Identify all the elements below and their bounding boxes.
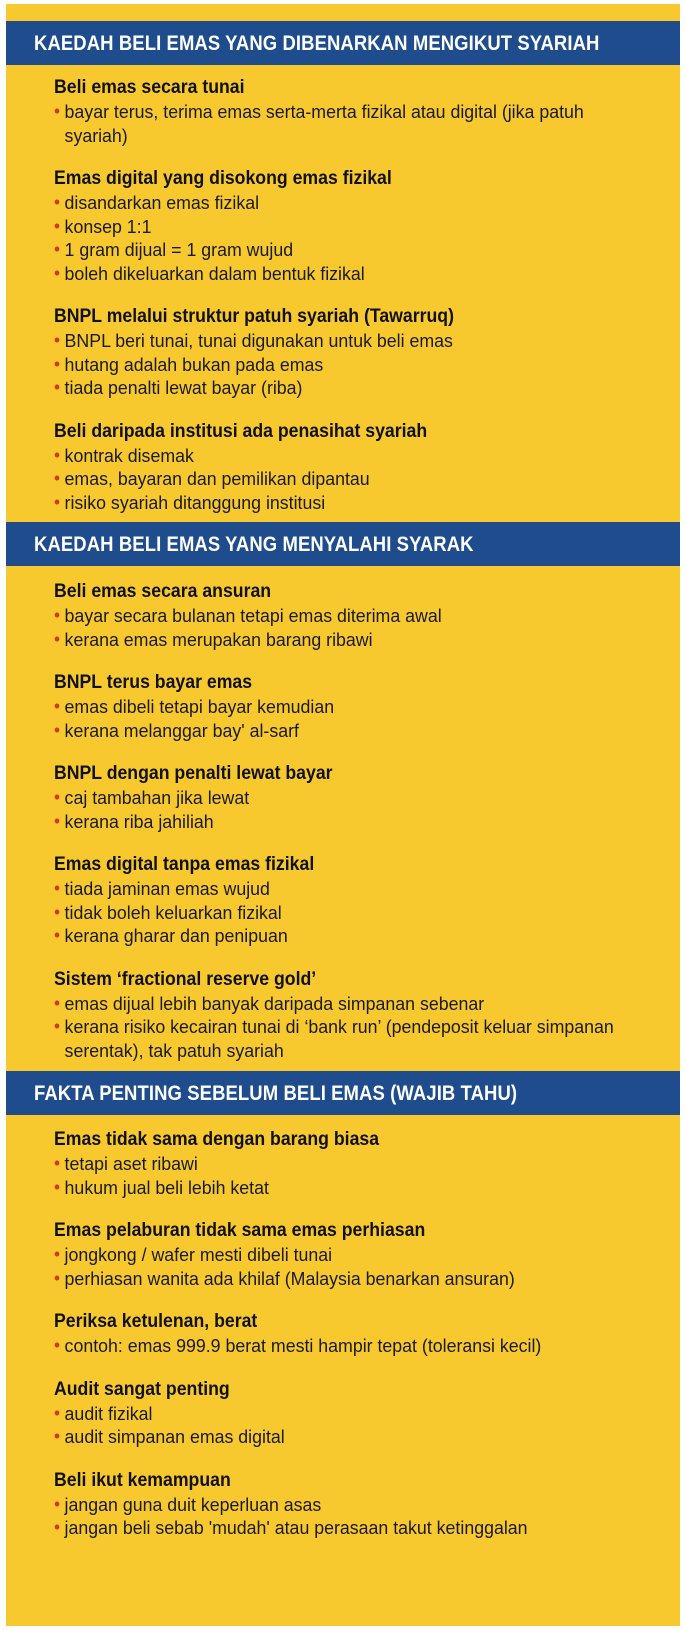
- list-item: [54, 1493, 630, 1517]
- list-item: [54, 215, 630, 239]
- section-body-prohibited: [54, 580, 654, 1062]
- list-item: [54, 810, 630, 834]
- item-text: tidak boleh keluarkan fizikal: [64, 901, 282, 923]
- list-item: [54, 467, 630, 491]
- item-text: jangan guna duit keperluan asas: [64, 1493, 322, 1515]
- bullet-icon: •: [54, 1426, 61, 1446]
- item-text: emas dibeli tetapi bayar kemudian: [64, 696, 335, 717]
- group-institution: [54, 420, 654, 515]
- list-item: [54, 877, 630, 901]
- bullet-icon: •: [54, 1517, 61, 1537]
- section-body-permitted: [54, 76, 654, 514]
- section-body-facts: [54, 1128, 654, 1540]
- item-text: kerana riba jahiliah: [64, 810, 214, 832]
- item-text: 1 gram dijual = 1 gram wujud: [64, 239, 294, 260]
- section-title: FAKTA PENTING SEBELUM BELI EMAS (WAJIB TAHU): [34, 1080, 518, 1105]
- item-text: hukum jual beli lebih ketat: [64, 1176, 269, 1198]
- group-title: Sistem ‘fractional reserve gold’: [54, 968, 317, 990]
- group-title: BNPL melalui struktur patuh syariah (Tawarruq): [54, 306, 454, 327]
- bullet-icon: •: [54, 101, 61, 121]
- bullet-icon: •: [54, 215, 61, 236]
- item-text: BNPL beri tunai, tunai digunakan untuk beli emas: [64, 330, 453, 351]
- list-item: [54, 1176, 630, 1200]
- list-item: [54, 376, 630, 400]
- group-bnpl-tawarruq: [54, 305, 654, 400]
- item-text: boleh dikeluarkan dalam bentuk fizikal: [64, 262, 365, 284]
- bullet-icon: •: [54, 1402, 61, 1423]
- list-item: [54, 628, 630, 652]
- list-item: [54, 1243, 630, 1267]
- bullet-icon: •: [54, 719, 61, 740]
- item-text: bayar secara bulanan tetapi emas diterima awal: [64, 605, 442, 626]
- group-title: Beli emas secara ansuran: [54, 581, 272, 602]
- section-title: KAEDAH BELI EMAS YANG MENYALAHI SYARAK: [34, 531, 474, 556]
- list-item: [54, 992, 630, 1016]
- group-title: Emas digital tanpa emas fizikal: [54, 854, 315, 875]
- bullet-icon: •: [54, 901, 61, 922]
- section-title: KAEDAH BELI EMAS YANG DIBENARKAN MENGIKUT SYARIAH: [34, 30, 600, 55]
- group-title: Beli emas secara tunai: [54, 77, 245, 98]
- group-not-ordinary: [54, 1128, 654, 1199]
- item-text: jangan beli sebab 'mudah' atau perasaan takut ketinggalan: [64, 1517, 528, 1538]
- group-title: Periksa ketulenan, berat: [54, 1311, 258, 1332]
- item-text: disandarkan emas fizikal: [64, 192, 260, 213]
- bullet-icon: •: [54, 787, 61, 807]
- list-item: [54, 1267, 630, 1291]
- group-installment: [54, 580, 654, 651]
- bullet-icon: •: [54, 330, 61, 350]
- group-digital-no-physical: [54, 853, 654, 948]
- group-digital-backed: [54, 167, 654, 285]
- bullet-icon: •: [54, 925, 61, 945]
- group-bnpl-penalty: [54, 762, 654, 833]
- item-text: audit simpanan emas digital: [64, 1426, 285, 1447]
- bullet-icon: •: [54, 1153, 61, 1173]
- list-item: [54, 786, 630, 810]
- item-text: jongkong / wafer mesti dibeli tunai: [64, 1244, 333, 1265]
- item-text: audit fizikal: [64, 1402, 153, 1424]
- bullet-icon: •: [54, 1335, 61, 1355]
- group-investment-vs-jewelry: [54, 1219, 654, 1290]
- group-title: Beli daripada institusi ada penasihat syariah: [54, 420, 428, 442]
- group-audit: [54, 1378, 654, 1449]
- bullet-icon: •: [54, 696, 61, 716]
- list-item: [54, 329, 630, 353]
- item-text: kerana emas merupakan barang ribawi: [64, 628, 373, 650]
- bullet-icon: •: [54, 605, 61, 625]
- item-text: kerana risiko kecairan tunai di ‘bank run’ (pendeposit keluar simpanan serentak), tak patuh syariah: [64, 1016, 614, 1061]
- group-affordability: [54, 1469, 654, 1540]
- list-item: [54, 1015, 630, 1062]
- group-title: Beli ikut kemampuan: [54, 1469, 231, 1491]
- item-text: tiada penalti lewat bayar (riba): [64, 377, 303, 398]
- bullet-icon: •: [54, 239, 61, 259]
- bullet-icon: •: [54, 1244, 61, 1264]
- list-item: [54, 100, 630, 147]
- item-text: hutang adalah bukan pada emas: [64, 353, 324, 375]
- item-text: tiada jaminan emas wujud: [64, 878, 270, 899]
- bullet-icon: •: [54, 262, 61, 283]
- item-text: perhiasan wanita ada khilaf (Malaysia benarkan ansuran): [64, 1267, 515, 1289]
- list-item: [54, 262, 630, 286]
- list-item: [54, 695, 630, 719]
- list-item: [54, 1402, 630, 1426]
- item-text: contoh: emas 999.9 berat mesti hampir tepat (toleransi kecil): [64, 1335, 542, 1356]
- bullet-icon: •: [54, 444, 61, 465]
- item-text: caj tambahan jika lewat: [64, 787, 250, 808]
- bullet-icon: •: [54, 878, 61, 898]
- list-item: [54, 1425, 630, 1449]
- item-text: tetapi aset ribawi: [64, 1153, 198, 1174]
- list-item: [54, 491, 630, 515]
- bullet-icon: •: [54, 491, 61, 512]
- item-text: emas dijual lebih banyak daripada simpanan sebenar: [64, 992, 485, 1014]
- item-text: kerana melanggar bay' al-sarf: [64, 719, 299, 741]
- bullet-icon: •: [54, 377, 61, 397]
- group-title: Emas tidak sama dengan barang biasa: [54, 1129, 380, 1150]
- bullet-icon: •: [54, 192, 61, 212]
- group-check-purity: [54, 1310, 654, 1358]
- group-title: Emas pelaburan tidak sama emas perhiasan: [54, 1220, 426, 1241]
- list-item: [54, 719, 630, 743]
- bullet-icon: •: [54, 628, 61, 649]
- bullet-icon: •: [54, 1493, 61, 1514]
- bullet-icon: •: [54, 468, 61, 488]
- group-fractional-reserve: [54, 968, 654, 1063]
- list-item: [54, 191, 630, 215]
- list-item: [54, 444, 630, 468]
- item-text: risiko syariah ditanggung institusi: [64, 491, 326, 513]
- bullet-icon: •: [54, 992, 61, 1013]
- list-item: [54, 901, 630, 925]
- group-title: Emas digital yang disokong emas fizikal: [54, 168, 392, 189]
- list-item: [54, 353, 630, 377]
- list-item: [54, 924, 630, 948]
- item-text: bayar terus, terima emas serta-merta fizikal atau digital (jika patuh syariah): [64, 101, 584, 146]
- list-item: [54, 1334, 630, 1358]
- item-text: kontrak disemak: [64, 444, 194, 466]
- list-item: [54, 238, 630, 262]
- bullet-icon: •: [54, 1267, 61, 1288]
- bullet-icon: •: [54, 1176, 61, 1197]
- group-title: Audit sangat penting: [54, 1378, 230, 1400]
- item-text: emas, bayaran dan pemilikan dipantau: [64, 468, 370, 489]
- item-text: kerana gharar dan penipuan: [64, 925, 288, 946]
- section-header-prohibited: [6, 522, 680, 566]
- section-header-permitted: [6, 21, 680, 65]
- list-item: [54, 1152, 630, 1176]
- group-bnpl-direct: [54, 671, 654, 742]
- item-text: konsep 1:1: [64, 215, 152, 237]
- group-cash-purchase: [54, 76, 654, 147]
- bullet-icon: •: [54, 1016, 61, 1036]
- group-title: BNPL dengan penalti lewat bayar: [54, 763, 333, 784]
- bullet-icon: •: [54, 810, 61, 831]
- bullet-icon: •: [54, 353, 61, 374]
- list-item: [54, 604, 630, 628]
- group-title: BNPL terus bayar emas: [54, 672, 253, 693]
- section-header-facts: [6, 1071, 680, 1115]
- list-item: [54, 1516, 630, 1540]
